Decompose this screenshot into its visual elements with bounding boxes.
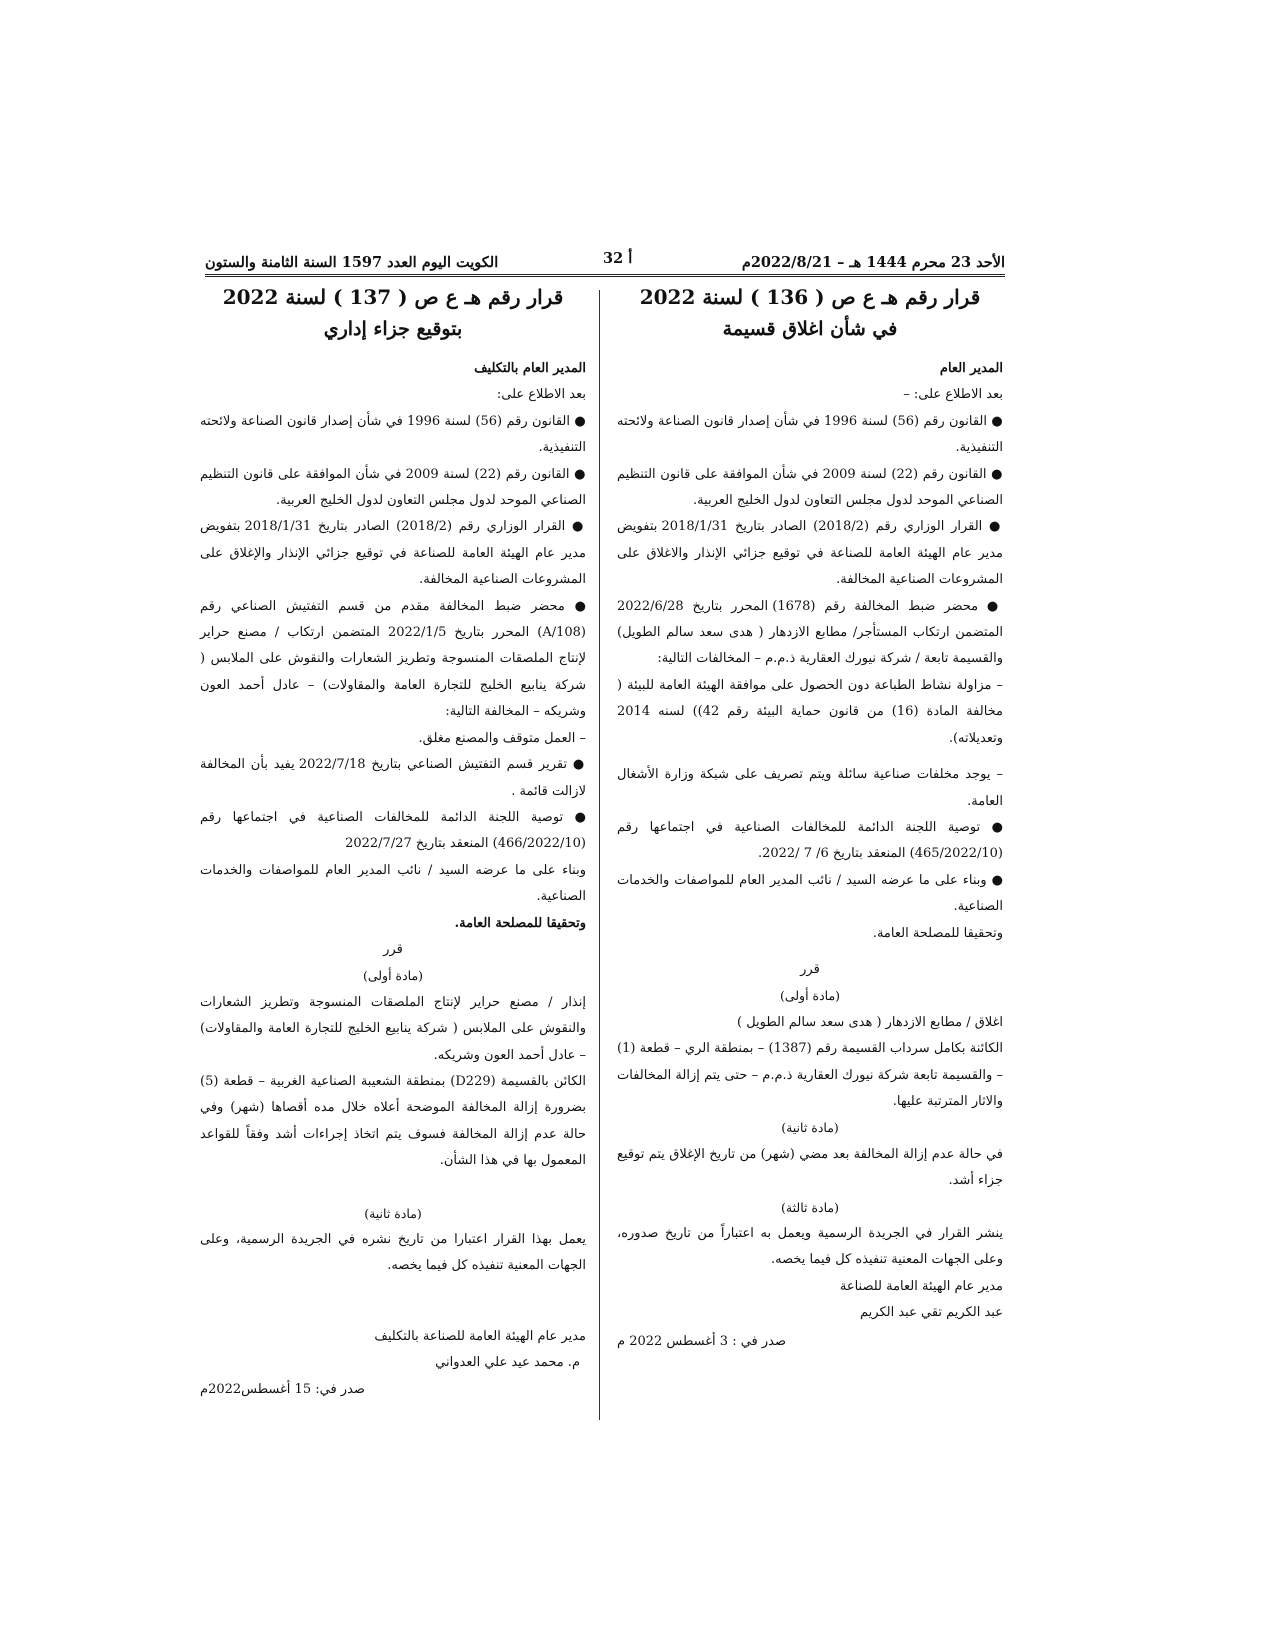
clause: – مزاولة نشاط الطباعة دون الحصول على موافقة الهيئة العامة للبيئة ( مخالفة المادة (16) من قانون حماية البيئة رقم 42)) لسنه 2014 وتعديلاته). bbox=[617, 677, 1004, 746]
clause: ● وبناء على ما عرضه السيد / نائب المدير العام للمواصفات والخدمات الصناعية. bbox=[617, 872, 1003, 915]
signatory-title: مدير عام الهيئة العامة للصناعة بالتكليف bbox=[374, 1328, 586, 1344]
clause: وتحقيقا للمصلحة العامة. bbox=[454, 915, 586, 931]
preamble: بعد الاطلاع على: bbox=[496, 387, 586, 403]
decision-subtitle: في شأن اغلاق قسيمة bbox=[722, 318, 898, 340]
page-header bbox=[205, 250, 1005, 277]
article-heading: (مادة ثانية) bbox=[781, 1120, 839, 1136]
article-text: في حالة عدم إزالة المخالفة بعد مضي (شهر) من تاريخ الإغلاق يتم توقيع جزاء أشد. bbox=[617, 1146, 1003, 1189]
article-text: الكائنة بكامل سرداب القسيمة رقم (1387) – بمنطقة الري – قطعة (1) – والقسيمة تابعة شركة نيورك العقارية ذ.م.م – حتى يتم إزالة المخالفات والاثار المترتبة عليها. bbox=[617, 1041, 1004, 1109]
spacer bbox=[200, 1280, 586, 1324]
clause: ● القانون رقم (22) لسنة 2009 في شأن الموافقة على قانون التنظيم الصناعي الموحد لدول مجلس التعاون لدول الخليج العربية. bbox=[617, 466, 1004, 509]
clause: – يوجد مخلفات صناعية سائلة ويتم تصريف على شبكة وزارة الأشغال العامة. bbox=[617, 767, 1003, 809]
article-heading: (مادة أولى) bbox=[779, 988, 841, 1004]
decided-label: قرر bbox=[800, 961, 820, 977]
signatory-title: مدير عام الهيئة العامة للصناعة bbox=[839, 1278, 1003, 1294]
clause: ● محضر ضبط المخالفة مقدم من قسم التفتيش الصناعي رقم (A/108) المحرر بتاريخ 2022/1/5 المتضمن ارتكاب / مصنع حراير لإنتاج الملصقات المنسوجة وتطريز الشعارات والنقوش على الملابس ( شركة ينابيع الخليج للتجارة العامة والمقاولات) – عادل أحمد العون وشريكه – المخالفة التالية: bbox=[200, 598, 586, 720]
article-heading: (مادة ثالثة) bbox=[781, 1199, 839, 1215]
spacer bbox=[617, 947, 1003, 957]
article-text: إنذار / مصنع حراير لإنتاج الملصقات المنسوجة وتطريز الشعارات والنقوش على الملابس ( شركة ينابيع الخليج للتجارة العامة والمقاولات) – عادل أحمد العون وشريكه. bbox=[200, 994, 586, 1063]
clause: ● القانون رقم (22) لسنة 2009 في شأن الموافقة على قانون التنظيم الصناعي الموحد لدول مجلس التعاون لدول الخليج العربية. bbox=[200, 466, 587, 509]
decision-136 bbox=[617, 282, 1003, 1355]
clause: وتحقيقا للمصلحة العامة. bbox=[872, 925, 1003, 941]
article-text: ينشر القرار في الجريدة الرسمية ويعمل به اعتباراً من تاريخ صدوره، وعلى الجهات المعنية تنفيذه كل فيما يخصه. bbox=[617, 1226, 1003, 1268]
clause: ● القانون رقم (56) لسنة 1996 في شأن إصدار قانون الصناعة ولائحته التنفيذية. bbox=[200, 413, 586, 456]
article-text: يعمل بهذا القرار اعتبارا من تاريخ نشره في الجريدة الرسمية، وعلى الجهات المعنية تنفيذه كل فيما يخصه. bbox=[200, 1232, 586, 1274]
article-heading: (مادة ثانية) bbox=[364, 1205, 422, 1221]
issue-date: صدر في : 3 أغسطس 2022 م bbox=[617, 1333, 787, 1349]
clause: ● القرار الوزاري رقم (2018/2) الصادر بتاريخ 2018/1/31 بتفويض مدير عام الهيئة العامة للصناعة في توقيع جزائي الإنذار والاغلاق على المشروعات الصناعية المخالفة. bbox=[617, 519, 1003, 588]
decision-title: قرار رقم هـ ع ص ( 137 ) لسنة 2022 bbox=[222, 285, 564, 309]
clause: ● توصية اللجنة الدائمة للمخالفات الصناعية في اجتماعها رقم (466/2022/10) المنعقد بتاريخ 2022/7/27 bbox=[200, 809, 586, 852]
signatory-name: م. محمد عيد علي العدواني bbox=[435, 1355, 580, 1371]
issuer: المدير العام بالتكليف bbox=[474, 361, 586, 376]
signatory-name: عبد الكريم تقي عبد الكريم bbox=[860, 1305, 1003, 1321]
preamble: بعد الاطلاع على: – bbox=[903, 387, 1003, 403]
column-divider bbox=[599, 290, 600, 1420]
decision-137 bbox=[200, 282, 586, 1403]
page-number: أ 32 bbox=[603, 250, 633, 267]
decision-title: قرار رقم هـ ع ص ( 136 ) لسنة 2022 bbox=[639, 285, 981, 309]
clause: ● محضر ضبط المخالفة رقم (1678) المحرر بتاريخ 2022/6/28 المتضمن ارتكاب المستأجر/ مطابع الازدهار ( هدى سعد سالم الطويل) والقسيمة تابعة / شركة نيورك العقارية ذ.م.م – المخالفات التالية: bbox=[617, 598, 1003, 667]
article-heading: (مادة أولى) bbox=[362, 968, 424, 984]
spacer bbox=[617, 752, 1003, 762]
decision-subtitle: بتوقيع جزاء إداري bbox=[323, 318, 463, 340]
clause: ● القانون رقم (56) لسنة 1996 في شأن إصدار قانون الصناعة ولائحته التنفيذية. bbox=[617, 413, 1003, 456]
clause: وبناء على ما عرضه السيد / نائب المدير العام للمواصفات والخدمات الصناعية. bbox=[200, 862, 586, 905]
clause: ● تقرير قسم التفتيش الصناعي بتاريخ 2022/7/18 يفيد بأن المخالفة لازالت قائمة . bbox=[200, 757, 586, 799]
issuer: المدير العام bbox=[939, 361, 1003, 376]
decided-label: قرر bbox=[383, 941, 403, 957]
article-text: اغلاق / مطابع الازدهار ( هدى سعد سالم الطويل ) bbox=[736, 1014, 1003, 1030]
spacer bbox=[200, 1175, 586, 1201]
clause: – العمل متوقف والمصنع مغلق. bbox=[418, 730, 586, 746]
header-issue: الكويت اليوم العدد 1597 السنة الثامنة والستون bbox=[205, 253, 499, 271]
clause: ● توصية اللجنة الدائمة للمخالفات الصناعية في اجتماعها رقم (465/2022/10) المنعقد بتاريخ 6/ 7 /2022. bbox=[617, 819, 1003, 862]
article-text: الكائن بالقسيمة (D229) بمنطقة الشعيبة الصناعية الغربية – قطعة (5) بضرورة إزالة المخالفة الموضحة أعلاه خلال مده أقصاها (شهر) وفي حالة عدم إزالة المخالفة فسوف يتم اتخاذ إجراءات أشد وفقاً للقواعد المعمول بها في هذا الشأن. bbox=[200, 1073, 586, 1169]
issue-date: صدر في: 15 أغسطس2022م bbox=[200, 1381, 365, 1397]
clause: ● القرار الوزاري رقم (2018/2) الصادر بتاريخ 2018/1/31 بتفويض مدير عام الهيئة العامة للصناعة في توقيع جزائي الإنذار والإغلاق على المشروعات الصناعية المخالفة. bbox=[200, 519, 586, 588]
header-date: الأحد 23 محرم 1444 هـ – 2022/8/21م bbox=[741, 253, 1005, 271]
